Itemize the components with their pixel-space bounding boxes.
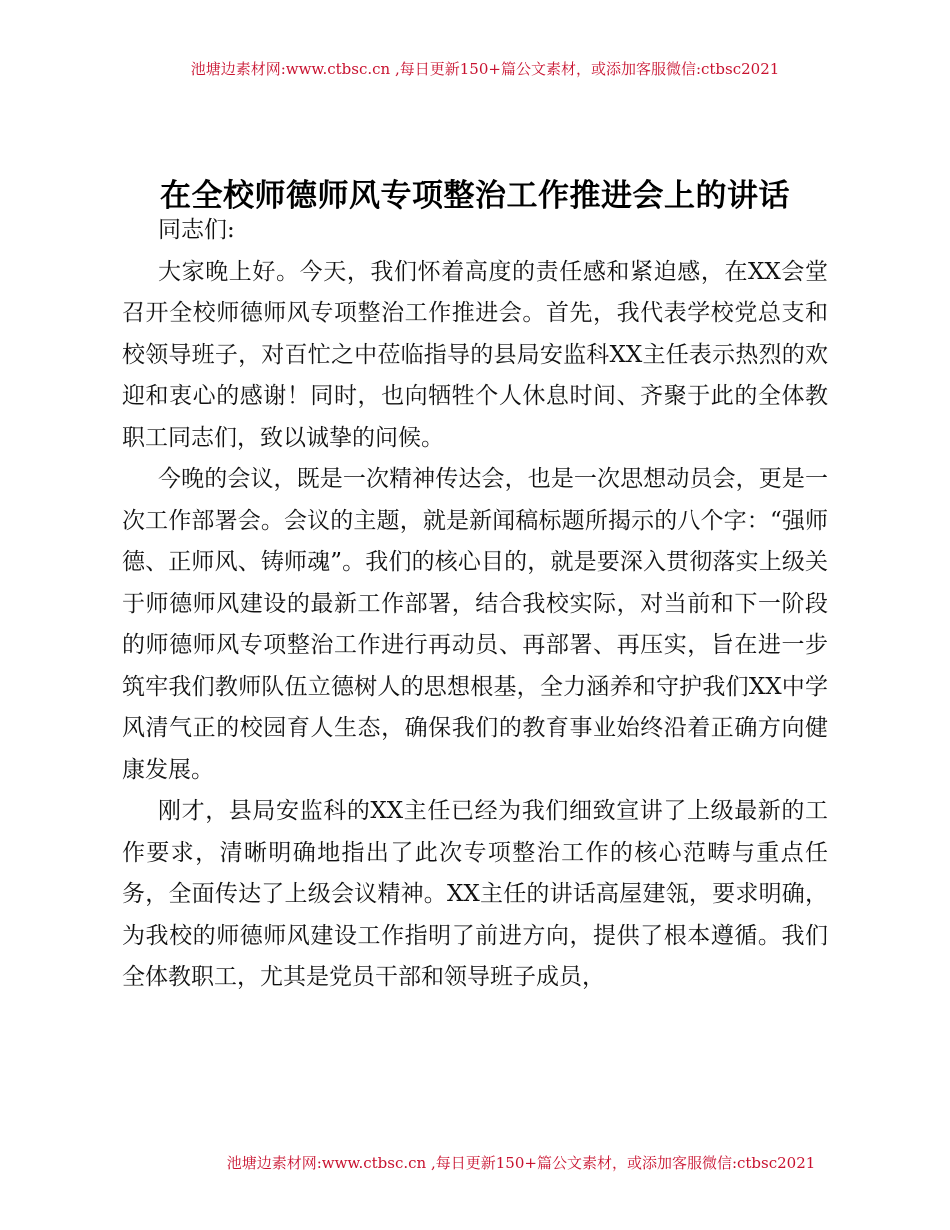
document-body xyxy=(122,210,828,999)
salutation: 同志们: xyxy=(158,217,235,243)
paragraph-1: 大家晚上好。今天，我们怀着高度的责任感和紧迫感，在XX会堂召开全校师德师风专项整治工作推进会。首先，我代表学校党总支和校领导班子，对百忙之中莅临指导的县局安监科XX主任表示热烈的欢迎和衷心的感谢！同时，也向牺牲个人休息时间、齐聚于此的全体教职工同志们，致以诚挚的问候。 xyxy=(122,258,828,451)
footer-banner: 池塘边素材网:www.ctbsc.cn ,每日更新150+篇公文素材，或添加客服微信:ctbsc2021 xyxy=(226,1154,816,1172)
page-title: 在全校师德师风专项整治工作推进会上的讲话 xyxy=(160,178,790,214)
paragraph-2: 今晚的会议，既是一次精神传达会，也是一次思想动员会，更是一次工作部署会。会议的主题，就是新闻稿标题所揭示的八个字：“强师德、正师风、铸师魂”。我们的核心目的，就是要深入贯彻落实上级关于师德师风建设的最新工作部署，结合我校实际，对当前和下一阶段的师德师风专项整治工作进行再动员、再部署、再压实，旨在进一步筑牢我们教师队伍立德树人的思想根基，全力涵养和守护我们XX中学风清气正的校园育人生态，确保我们的教育事业始终沿着正确方向健康发展。 xyxy=(122,466,828,783)
header-banner: 池塘边素材网:www.ctbsc.cn ,每日更新150+篇公文素材，或添加客服微信:ctbsc2021 xyxy=(190,60,780,78)
paragraph-3: 刚才，县局安监科的XX主任已经为我们细致宣讲了上级最新的工作要求，清晰明确地指出了此次专项整治工作的核心范畴与重点任务，全面传达了上级会议精神。XX主任的讲话高屋建瓴，要求明确，为我校的师德师风建设工作指明了前进方向，提供了根本遵循。我们全体教职工，尤其是党员干部和领导班子成员， xyxy=(122,798,828,990)
